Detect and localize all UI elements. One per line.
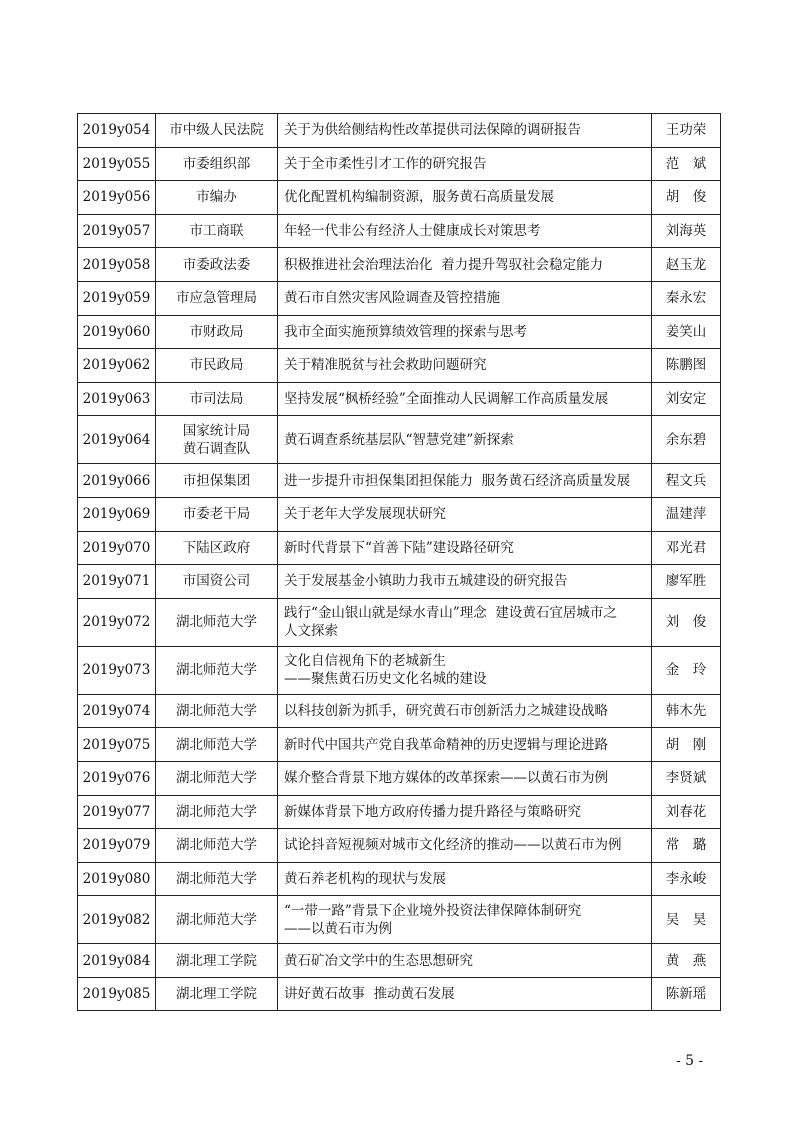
title-line: 关于为供给侧结构性改革提供司法保障的调研报告: [284, 122, 581, 139]
title-cell: [278, 214, 652, 248]
table-row: [78, 896, 721, 944]
title-line: 以科技创新为抓手，研究黄石市创新活力之城建设战略: [284, 703, 608, 720]
unit-cell: [156, 147, 278, 181]
unit-cell: [156, 944, 278, 978]
table-row: [78, 382, 721, 416]
unit-line: 市中级人民法院: [169, 122, 264, 139]
title-line: 关于发展基金小镇助力我市五城建设的研究报告: [284, 573, 568, 590]
author-cell: 吴 昊: [652, 896, 721, 944]
project-id-cell: 2019y084: [78, 944, 156, 978]
unit-line: 市工商联: [189, 223, 244, 240]
author-cell: 秦永宏: [652, 281, 721, 315]
title-line: 新时代中国共产党自我革命精神的历史逻辑与理论进路: [284, 736, 608, 753]
unit-line: 市编办: [196, 189, 237, 206]
author-cell: 金 玲: [652, 646, 721, 694]
project-id-cell: 2019y070: [78, 531, 156, 565]
project-id-cell: 2019y069: [78, 497, 156, 531]
project-list-table: [77, 113, 721, 1011]
title-cell: [278, 728, 652, 762]
author-cell: 刘海英: [652, 214, 721, 248]
title-cell: [278, 646, 652, 694]
title-cell: [278, 795, 652, 829]
table-row: [78, 147, 721, 181]
title-line: 文化自信视角下的老城新生: [284, 653, 446, 670]
unit-cell: [156, 181, 278, 215]
table-row: [78, 464, 721, 498]
title-cell: [278, 862, 652, 896]
unit-line: 市委老干局: [182, 506, 251, 523]
unit-cell: [156, 214, 278, 248]
title-cell: [278, 315, 652, 349]
title-cell: [278, 114, 652, 148]
project-id-cell: 2019y077: [78, 795, 156, 829]
project-id-cell: 2019y055: [78, 147, 156, 181]
title-line: “一带一路”背景下企业境外投资法律保障体制研究: [284, 902, 582, 919]
table-row: [78, 598, 721, 646]
table-row: [78, 349, 721, 383]
title-line: 年轻一代非公有经济人士健康成长对策思考: [284, 223, 541, 240]
table-row: [78, 181, 721, 215]
project-id-cell: 2019y060: [78, 315, 156, 349]
unit-line: 市司法局: [189, 391, 244, 408]
project-id-cell: 2019y085: [78, 977, 156, 1011]
unit-line: 市国资公司: [182, 573, 251, 590]
author-cell: 李永峻: [652, 862, 721, 896]
author-cell: 李贤斌: [652, 761, 721, 795]
title-line: ——以黄石市为例: [284, 920, 392, 937]
author-cell: 刘安定: [652, 382, 721, 416]
title-line: 人文探索: [284, 623, 338, 640]
table-row: [78, 214, 721, 248]
project-id-cell: 2019y071: [78, 565, 156, 599]
project-id-cell: 2019y074: [78, 694, 156, 728]
table-row: [78, 761, 721, 795]
author-cell: 刘 俊: [652, 598, 721, 646]
title-cell: [278, 382, 652, 416]
title-line: 我市全面实施预算绩效管理的探索与思考: [284, 323, 527, 340]
unit-line: 下陆区政府: [182, 539, 251, 556]
author-cell: 陈新瑶: [652, 977, 721, 1011]
unit-cell: [156, 114, 278, 148]
unit-line: 市民政局: [189, 357, 244, 374]
title-line: 关于全市柔性引才工作的研究报告: [284, 155, 487, 172]
unit-cell: [156, 349, 278, 383]
project-id-cell: 2019y057: [78, 214, 156, 248]
unit-cell: [156, 829, 278, 863]
unit-line: 湖北师范大学: [176, 736, 257, 753]
author-cell: 邓光君: [652, 531, 721, 565]
author-cell: 姜笑山: [652, 315, 721, 349]
table-row: [78, 829, 721, 863]
project-id-cell: 2019y066: [78, 464, 156, 498]
author-cell: 常 璐: [652, 829, 721, 863]
title-cell: [278, 147, 652, 181]
unit-cell: [156, 728, 278, 762]
unit-cell: [156, 497, 278, 531]
unit-line: 黄石调查队: [182, 440, 251, 457]
unit-line: 市委组织部: [182, 155, 251, 172]
title-line: 黄石调查系统基层队“智慧党建”新探索: [284, 431, 514, 448]
table-row: [78, 795, 721, 829]
unit-cell: [156, 248, 278, 282]
title-line: 关于精准脱贫与社会救助问题研究: [284, 357, 487, 374]
unit-line: 湖北师范大学: [176, 770, 257, 787]
title-cell: [278, 349, 652, 383]
title-cell: [278, 497, 652, 531]
unit-line: 湖北师范大学: [176, 911, 257, 928]
title-cell: [278, 281, 652, 315]
unit-line: 湖北师范大学: [176, 662, 257, 679]
author-cell: 余东碧: [652, 416, 721, 464]
project-id-cell: 2019y056: [78, 181, 156, 215]
project-id-cell: 2019y075: [78, 728, 156, 762]
unit-line: 湖北师范大学: [176, 614, 257, 631]
project-id-cell: 2019y076: [78, 761, 156, 795]
title-cell: [278, 694, 652, 728]
unit-cell: [156, 531, 278, 565]
unit-cell: [156, 464, 278, 498]
title-cell: [278, 598, 652, 646]
title-line: 试论抖音短视频对城市文化经济的推动——以黄石市为例: [284, 837, 622, 854]
title-line: 黄石市自然灾害风险调查及管控措施: [284, 290, 500, 307]
project-id-cell: 2019y054: [78, 114, 156, 148]
table-row: [78, 646, 721, 694]
table-row: [78, 531, 721, 565]
title-line: 媒介整合背景下地方媒体的改革探索——以黄石市为例: [284, 770, 608, 787]
project-id-cell: 2019y080: [78, 862, 156, 896]
unit-line: 市应急管理局: [176, 290, 257, 307]
title-line: 进一步提升市担保集团担保能力 服务黄石经济高质量发展: [284, 472, 631, 489]
unit-line: 湖北师范大学: [176, 803, 257, 820]
unit-cell: [156, 315, 278, 349]
title-cell: [278, 416, 652, 464]
project-id-cell: 2019y062: [78, 349, 156, 383]
title-cell: [278, 896, 652, 944]
unit-line: 湖北师范大学: [176, 703, 257, 720]
author-cell: 赵玉龙: [652, 248, 721, 282]
table-row: [78, 248, 721, 282]
unit-cell: [156, 416, 278, 464]
author-cell: 程文兵: [652, 464, 721, 498]
author-cell: 温建萍: [652, 497, 721, 531]
author-cell: 胡 刚: [652, 728, 721, 762]
unit-line: 国家统计局: [182, 422, 251, 439]
title-cell: [278, 944, 652, 978]
table-row: [78, 315, 721, 349]
title-cell: [278, 531, 652, 565]
title-line: 新媒体背景下地方政府传播力提升路径与策略研究: [284, 803, 581, 820]
table-body: [78, 114, 721, 1011]
unit-line: 湖北理工学院: [176, 952, 257, 969]
author-cell: 陈鹏图: [652, 349, 721, 383]
unit-line: 湖北师范大学: [176, 870, 257, 887]
unit-line: 湖北师范大学: [176, 837, 257, 854]
unit-cell: [156, 795, 278, 829]
title-cell: [278, 977, 652, 1011]
unit-line: 市担保集团: [182, 472, 251, 489]
title-cell: [278, 181, 652, 215]
title-line: 讲好黄石故事 推动黄石发展: [284, 986, 455, 1003]
unit-cell: [156, 761, 278, 795]
project-id-cell: 2019y082: [78, 896, 156, 944]
project-id-cell: 2019y063: [78, 382, 156, 416]
unit-cell: [156, 896, 278, 944]
title-cell: [278, 761, 652, 795]
table-row: [78, 694, 721, 728]
author-cell: 黄 燕: [652, 944, 721, 978]
title-line: 坚持发展“枫桥经验”全面推动人民调解工作高质量发展: [284, 391, 609, 408]
project-id-cell: 2019y073: [78, 646, 156, 694]
title-line: 黄石养老机构的现状与发展: [284, 870, 446, 887]
table-row: [78, 728, 721, 762]
unit-line: 市委政法委: [182, 256, 251, 273]
table-row: [78, 944, 721, 978]
author-cell: 范 斌: [652, 147, 721, 181]
unit-cell: [156, 862, 278, 896]
table-row: [78, 114, 721, 148]
unit-cell: [156, 598, 278, 646]
title-line: 关于老年大学发展现状研究: [284, 506, 446, 523]
unit-cell: [156, 977, 278, 1011]
unit-line: 湖北理工学院: [176, 986, 257, 1003]
unit-cell: [156, 281, 278, 315]
unit-cell: [156, 646, 278, 694]
title-cell: [278, 464, 652, 498]
unit-line: 市财政局: [189, 323, 244, 340]
table-row: [78, 416, 721, 464]
project-id-cell: 2019y079: [78, 829, 156, 863]
title-line: 优化配置机构编制资源，服务黄石高质量发展: [284, 189, 554, 206]
title-line: 新时代背景下“首善下陆”建设路径研究: [284, 539, 514, 556]
project-id-cell: 2019y072: [78, 598, 156, 646]
table-row: [78, 862, 721, 896]
title-cell: [278, 829, 652, 863]
title-line: 黄石矿冶文学中的生态思想研究: [284, 952, 473, 969]
table-row: [78, 565, 721, 599]
title-cell: [278, 248, 652, 282]
author-cell: 刘春花: [652, 795, 721, 829]
title-line: ——聚焦黄石历史文化名城的建设: [284, 671, 487, 688]
page-number: - 5 -: [676, 1053, 704, 1069]
table-row: [78, 497, 721, 531]
unit-cell: [156, 382, 278, 416]
project-id-cell: 2019y059: [78, 281, 156, 315]
author-cell: 王功荣: [652, 114, 721, 148]
author-cell: 廖军胜: [652, 565, 721, 599]
title-line: 积极推进社会治理法治化 着力提升驾驭社会稳定能力: [284, 256, 604, 273]
author-cell: 胡 俊: [652, 181, 721, 215]
author-cell: 韩木先: [652, 694, 721, 728]
unit-cell: [156, 694, 278, 728]
project-id-cell: 2019y058: [78, 248, 156, 282]
unit-cell: [156, 565, 278, 599]
project-id-cell: 2019y064: [78, 416, 156, 464]
title-cell: [278, 565, 652, 599]
table-row: [78, 281, 721, 315]
title-line: 践行“金山银山就是绿水青山”理念 建设黄石宜居城市之: [284, 605, 617, 622]
table-row: [78, 977, 721, 1011]
